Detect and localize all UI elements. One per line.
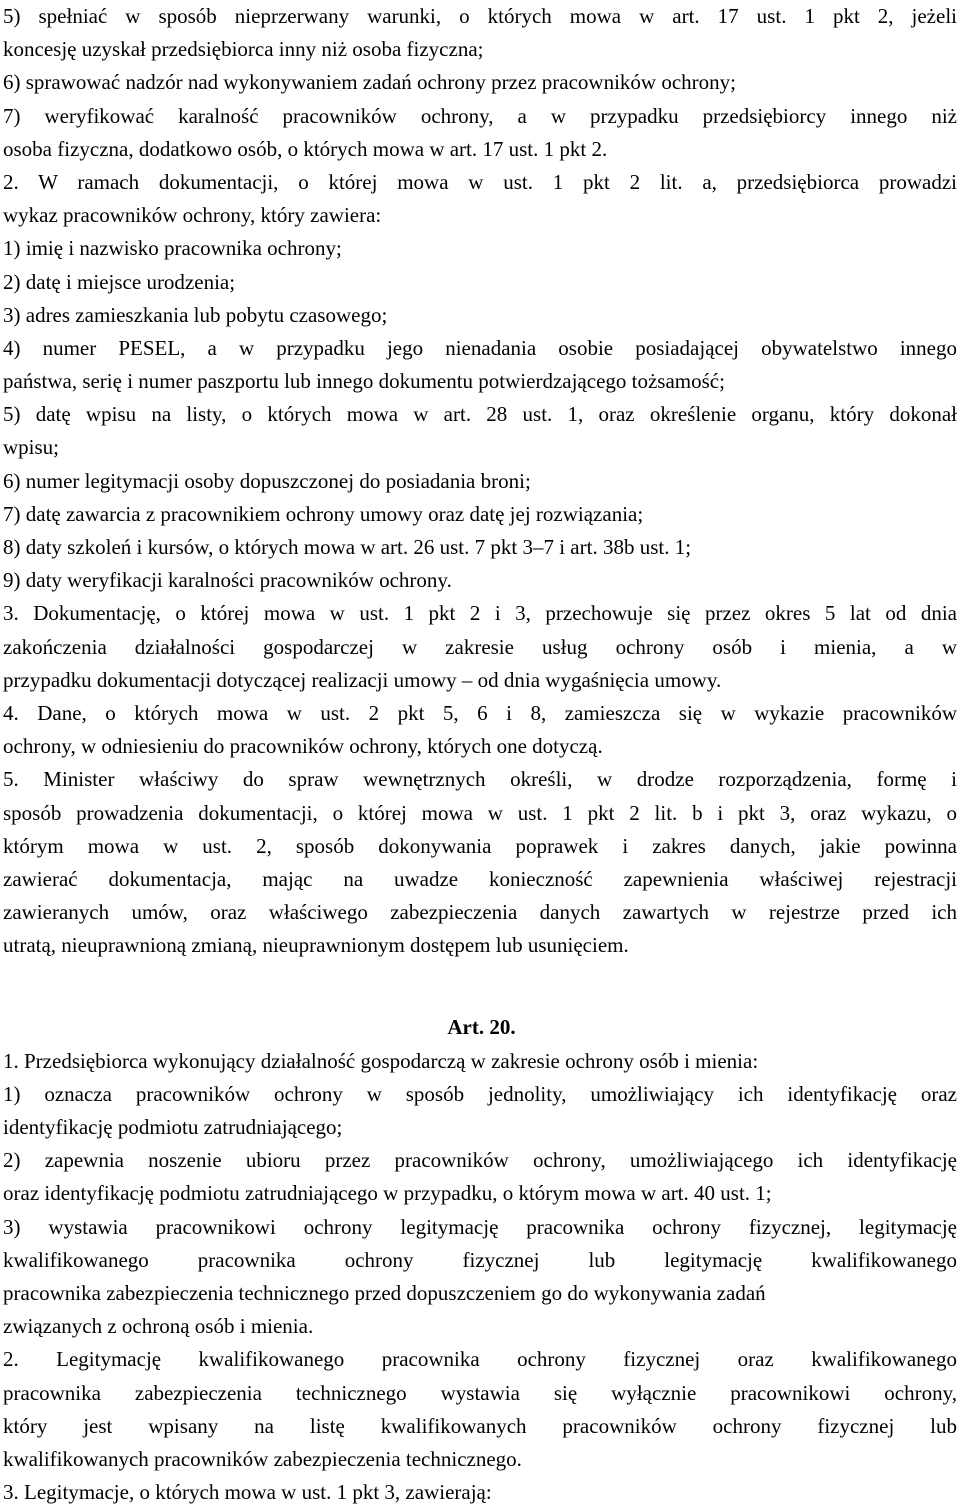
text-line: 9) daty weryfikacji karalności pracowników ochrony. bbox=[3, 568, 452, 593]
text-line: 2) zapewnia noszenie ubioru przez pracowników ochrony, umożliwiającego ich identyfikację bbox=[3, 1148, 957, 1173]
text-line: oraz identyfikację podmiotu zatrudniającego w przypadku, o którym mowa w art. 40 ust. 1; bbox=[3, 1181, 772, 1206]
text-line: 1) oznacza pracowników ochrony w sposób jednolity, umożliwiający ich identyfikację oraz bbox=[3, 1081, 957, 1106]
text-line: związanych z ochroną osób i mienia. bbox=[3, 1314, 314, 1339]
text-line: 4) numer PESEL, a w przypadku jego nienadania osobie posiadającej obywatelstwo innego bbox=[3, 335, 957, 360]
text-block-1 bbox=[3, 0, 957, 962]
text-line: który jest wpisany na listę kwalifikowanych pracowników ochrony fizycznej lub bbox=[3, 1413, 957, 1438]
text-line: 5. Minister właściwy do spraw wewnętrznych określi, w drodze rozporządzenia, formę i bbox=[3, 767, 957, 792]
text-line: 2) datę i miejsce urodzenia; bbox=[3, 269, 236, 294]
text-line: pracownika zabezpieczenia technicznego wystawia się wyłącznie pracownikowi ochrony, bbox=[3, 1380, 957, 1405]
text-line: sposób prowadzenia dokumentacji, o której mowa w ust. 1 pkt 2 lit. b i pkt 3, oraz wykazu, o bbox=[3, 800, 957, 825]
text-line: 8) daty szkoleń i kursów, o których mowa w art. 26 ust. 7 pkt 3–7 i art. 38b ust. 1; bbox=[3, 535, 692, 559]
text-line: 4. Dane, o których mowa w ust. 2 pkt 5, 6 i 8, zamieszcza się w wykazie pracowników bbox=[3, 700, 957, 725]
text-line: 5) datę wpisu na listy, o których mowa w art. 28 ust. 1, oraz określenie organu, który dokonał bbox=[3, 402, 957, 427]
text-line: 2. W ramach dokumentacji, o której mowa w ust. 1 pkt 2 lit. a, przedsiębiorca prowadzi bbox=[3, 169, 957, 194]
text-line: 3. Dokumentację, o której mowa w ust. 1 pkt 2 i 3, przechowuje się przez okres 5 lat od dnia bbox=[3, 601, 957, 626]
text-line: identyfikację podmiotu zatrudniającego; bbox=[3, 1115, 343, 1139]
text-line: wpisu; bbox=[3, 435, 60, 460]
text-line: 6) numer legitymacji osoby dopuszczonej do posiadania broni; bbox=[3, 468, 531, 493]
text-line: kwalifikowanych pracowników zabezpieczenia technicznego. bbox=[3, 1446, 522, 1471]
text-line: 1. Przedsiębiorca wykonujący działalność gospodarczą w zakresie ochrony osób i mienia: bbox=[3, 1048, 759, 1073]
text-line: 3) adres zamieszkania lub pobytu czasowego; bbox=[3, 302, 388, 327]
text-line: 3. Legitymacje, o których mowa w ust. 1 pkt 3, zawierają: bbox=[3, 1480, 492, 1505]
text-line: utratą, nieuprawnioną zmianą, nieuprawnionym dostępem lub usunięciem. bbox=[3, 933, 629, 958]
text-line: zawierać dokumentacja, mając na uwadze konieczność zapewnienia właściwej rejestracji bbox=[3, 866, 957, 891]
text-line: 7) weryfikować karalność pracowników ochrony, a w przypadku przedsiębiorcy innego niż bbox=[3, 103, 957, 128]
text-line: państwa, serię i numer paszportu lub innego dokumentu potwierdzającego tożsamość; bbox=[3, 369, 725, 394]
text-line: ochrony, w odniesieniu do pracowników ochrony, których one dotyczą. bbox=[3, 734, 603, 759]
text-block-2 bbox=[3, 1045, 957, 1509]
text-line: kwalifikowanego pracownika ochrony fizycznej lub legitymację kwalifikowanego bbox=[3, 1247, 957, 1272]
text-line: 3) wystawia pracownikowi ochrony legitymację pracownika ochrony fizycznej, legitymację bbox=[3, 1214, 957, 1239]
text-line: zawieranych umów, oraz właściwego zabezpieczenia danych zawartych w rejestrze przed ich bbox=[3, 900, 957, 925]
text-line: którym mowa w ust. 2, sposób dokonywania poprawek i zakres danych, jakie powinna bbox=[3, 833, 957, 858]
text-line: osoba fizyczna, dodatkowo osób, o których mowa w art. 17 ust. 1 pkt 2. bbox=[3, 136, 608, 161]
article-heading: Art. 20. bbox=[447, 1015, 516, 1040]
text-line: 1) imię i nazwisko pracownika ochrony; bbox=[3, 236, 342, 261]
text-line: przypadku dokumentacji dotyczącej realizacji umowy – od dnia wygaśnięcia umowy. bbox=[3, 667, 722, 692]
text-line: 6) sprawować nadzór nad wykonywaniem zadań ochrony przez pracowników ochrony; bbox=[3, 70, 736, 95]
text-line: koncesję uzyskał przedsiębiorca inny niż osoba fizyczna; bbox=[3, 37, 484, 62]
text-line: zakończenia działalności gospodarczej w zakresie usług ochrony osób i mienia, a w bbox=[3, 634, 957, 659]
text-line: wykaz pracowników ochrony, który zawiera: bbox=[3, 203, 382, 228]
text-line: 7) datę zawarcia z pracownikiem ochrony umowy oraz datę jej rozwiązania; bbox=[3, 501, 644, 526]
text-line: 5) spełniać w sposób nieprzerwany warunki, o których mowa w art. 17 ust. 1 pkt 2, jeżeli bbox=[3, 4, 957, 28]
text-line: 2. Legitymację kwalifikowanego pracownika ochrony fizycznej oraz kwalifikowanego bbox=[3, 1347, 957, 1372]
text-line: pracownika zabezpieczenia technicznego przed dopuszczeniem go do wykonywania zadań bbox=[3, 1280, 766, 1305]
